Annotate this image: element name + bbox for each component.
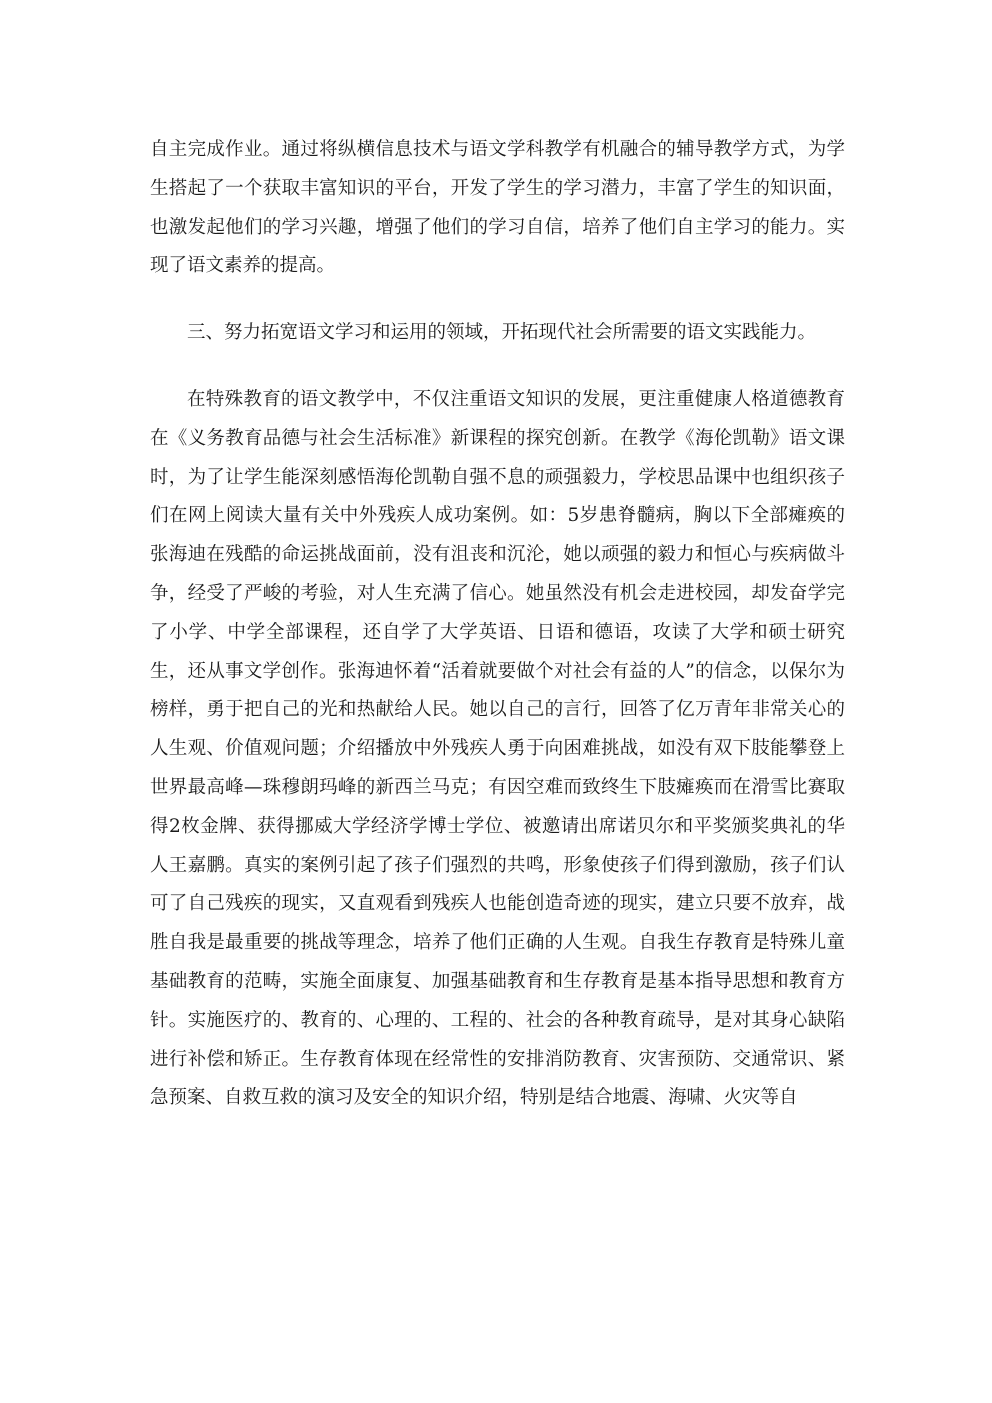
paragraph-special-education: 在特殊教育的语文教学中，不仅注重语文知识的发展，更注重健康人格道德教育在《义务教育品德与社会生活标准》新课程的探究创新。在教学《海伦凯勒》语文课时，为了让学生能深刻感悟海伦凯勒自强不息的顽强毅力，学校思品课中也组织孩子们在网上阅读大量有关中外残疾人成功案例。如：5岁患脊髓病，胸以下全部瘫痪的张海迪在残酷的命运挑战面前，没有沮丧和沉沦，她以顽强的毅力和恒心与疾病做斗争，经受了严峻的考验，对人生充满了信心。她虽然没有机会走进校园，却发奋学完了小学、中学全部课程，还自学了大学英语、日语和德语，攻读了大学和硕士研究生，还从事文学创作。张海迪怀着“活着就要做个对社会有益的人”的信念，以保尔为榜样，勇于把自己的光和热献给人民。她以自己的言行，回答了亿万青年非常关心的人生观、价值观问题；介绍播放中外残疾人勇于向困难挑战，如没有双下肢能攀登上世界最高峰—珠穆朗玛峰的新西兰马克；有因空难而致终生下肢瘫痪而在滑雪比赛取得2枚金牌、获得挪威大学经济学博士学位、被邀请出席诺贝尔和平奖颁奖典礼的华人王嘉鹏。真实的案例引起了孩子们强烈的共鸣，形象使孩子们得到激励，孩子们认可了自己残疾的现实，又直观看到残疾人也能创造奇迹的现实，建立只要不放弃，战胜自我是最重要的挑战等理念，培养了他们正确的人生观。自我生存教育是特殊儿童基础教育的范畴，实施全面康复、加强基础教育和生存教育是基本指导思想和教育方针。实施医疗的、教育的、心理的、工程的、社会的各种教育疏导，是对其身心缺陷进行补偿和矫正。生存教育体现在经常性的安排消防教育、灾害预防、交通常识、紧急预案、自救互救的演习及安全的知识介绍，特别是结合地震、海啸、火灾等自: [150, 388, 845, 1109]
document-body: [150, 131, 845, 1118]
section-heading-three: 三、努力拓宽语文学习和运用的领域，开拓现代社会所需要的语文实践能力。: [187, 322, 817, 344]
paragraph-gap: [150, 286, 845, 314]
paragraph-homework: 自主完成作业。通过将纵横信息技术与语文学科教学有机融合的辅导教学方式，为学生搭起了一个获取丰富知识的平台，开发了学生的学习潜力，丰富了学生的知识面，也激发起他们的学习兴趣，增强了他们的学习自信，培养了他们自主学习的能力。实现了语文素养的提高。: [150, 139, 845, 277]
paragraph-gap: [150, 353, 845, 381]
